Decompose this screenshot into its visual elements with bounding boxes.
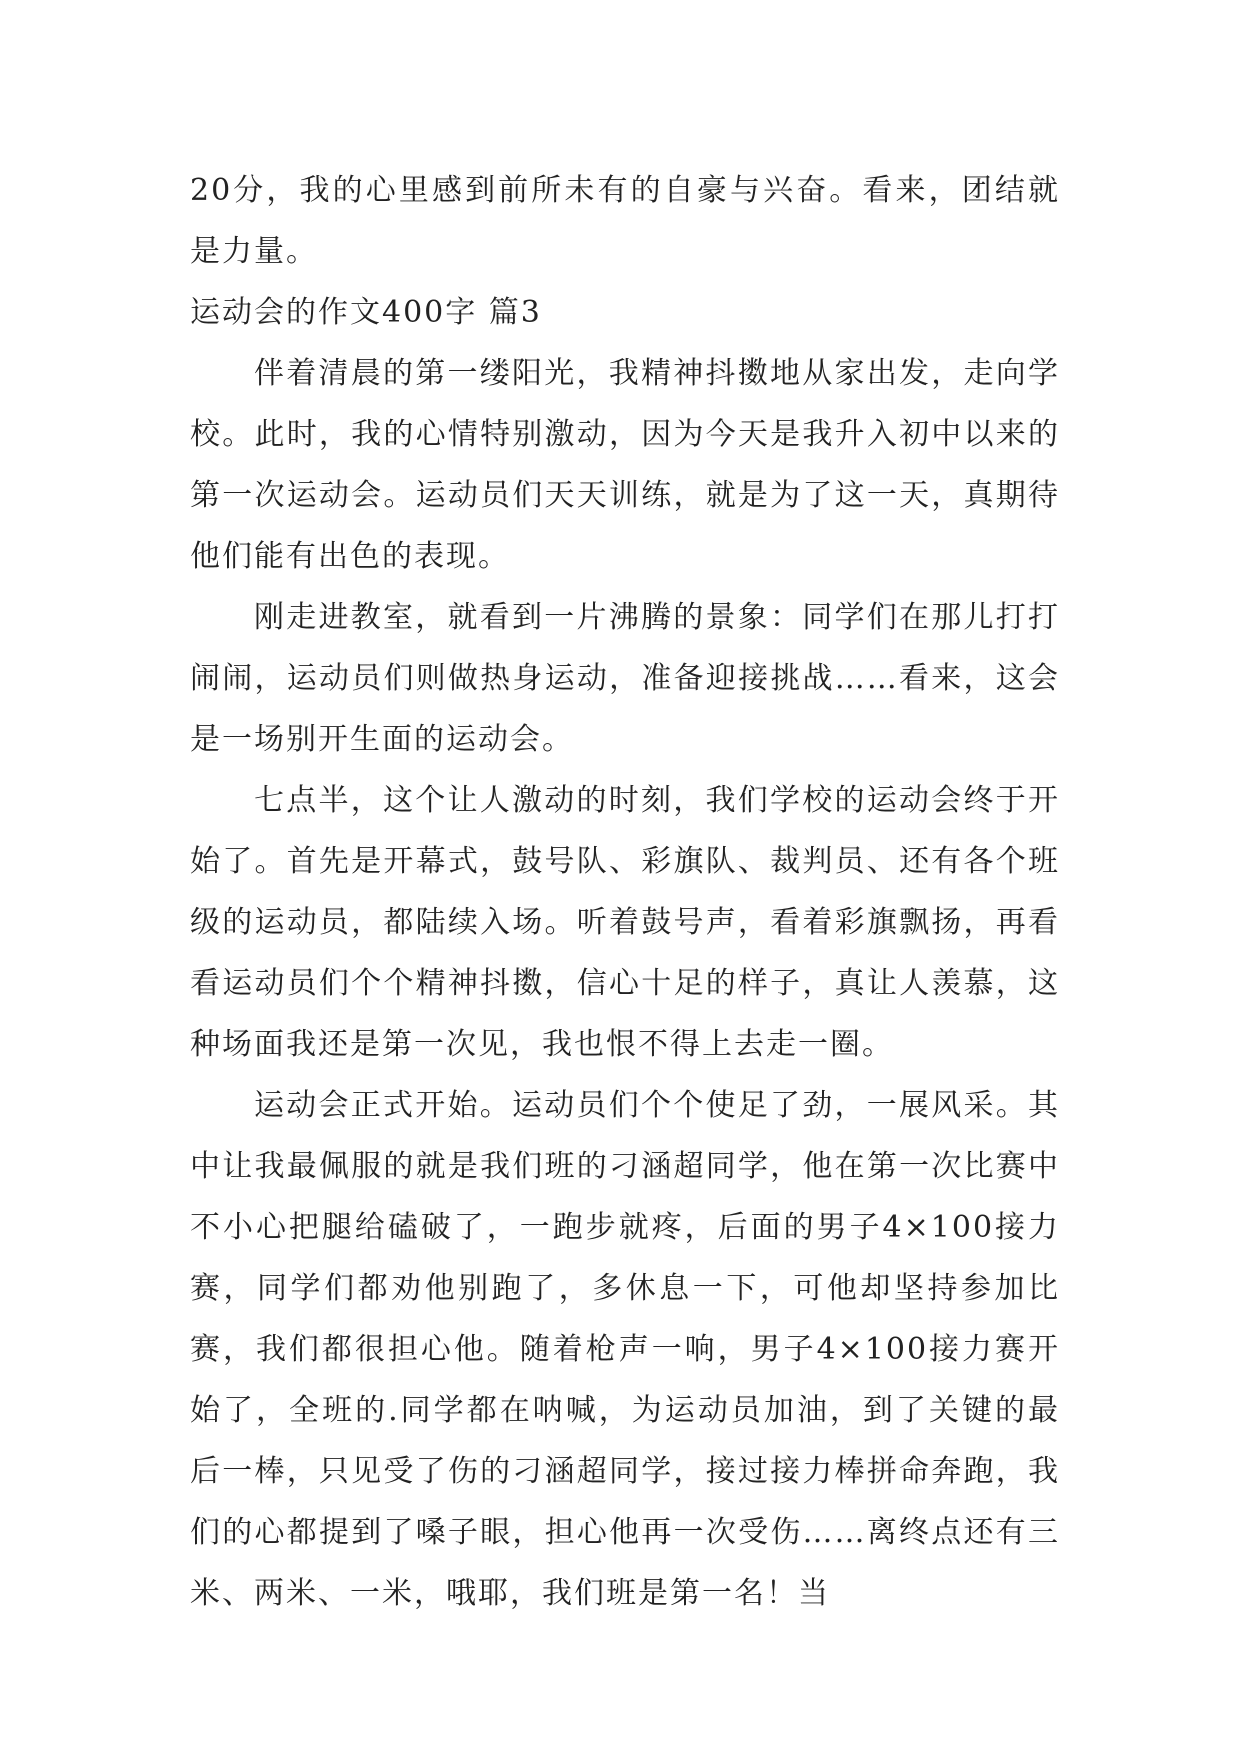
section-heading: 运动会的作文400字 篇3 (190, 295, 542, 330)
paragraph-1: 伴着清晨的第一缕阳光，我精神抖擞地从家出发，走向学校。此时，我的心情特别激动，因为今天是我升入初中以来的第一次运动会。运动员们天天训练，就是为了这一天，真期待他们能有出色的表现。 (190, 356, 1060, 574)
paragraph-continuation: 20分，我的心里感到前所未有的自豪与兴奋。看来，团结就是力量。 (190, 173, 1060, 269)
paragraph-2: 刚走进教室，就看到一片沸腾的景象：同学们在那儿打打闹闹，运动员们则做热身运动，准备迎接挑战……看来，这会是一场别开生面的运动会。 (190, 600, 1060, 757)
document-body (190, 160, 1060, 1624)
paragraph-4: 运动会正式开始。运动员们个个使足了劲，一展风采。其中让我最佩服的就是我们班的刁涵超同学，他在第一次比赛中不小心把腿给磕破了，一跑步就疼，后面的男子4×100接力赛，同学们都劝他别跑了，多休息一下，可他却坚持参加比赛，我们都很担心他。随着枪声一响，男子4×100接力赛开始了，全班的.同学都在呐喊，为运动员加油，到了关键的最后一棒，只见受了伤的刁涵超同学，接过接力棒拼命奔跑，我们的心都提到了嗓子眼，担心他再一次受伤……离终点还有三米、两米、一米，哦耶，我们班是第一名！当 (190, 1088, 1060, 1611)
paragraph-3: 七点半，这个让人激动的时刻，我们学校的运动会终于开始了。首先是开幕式，鼓号队、彩旗队、裁判员、还有各个班级的运动员，都陆续入场。听着鼓号声，看着彩旗飘扬，再看看运动员们个个精神抖擞，信心十足的样子，真让人羡慕，这种场面我还是第一次见，我也恨不得上去走一圈。 (190, 783, 1060, 1062)
